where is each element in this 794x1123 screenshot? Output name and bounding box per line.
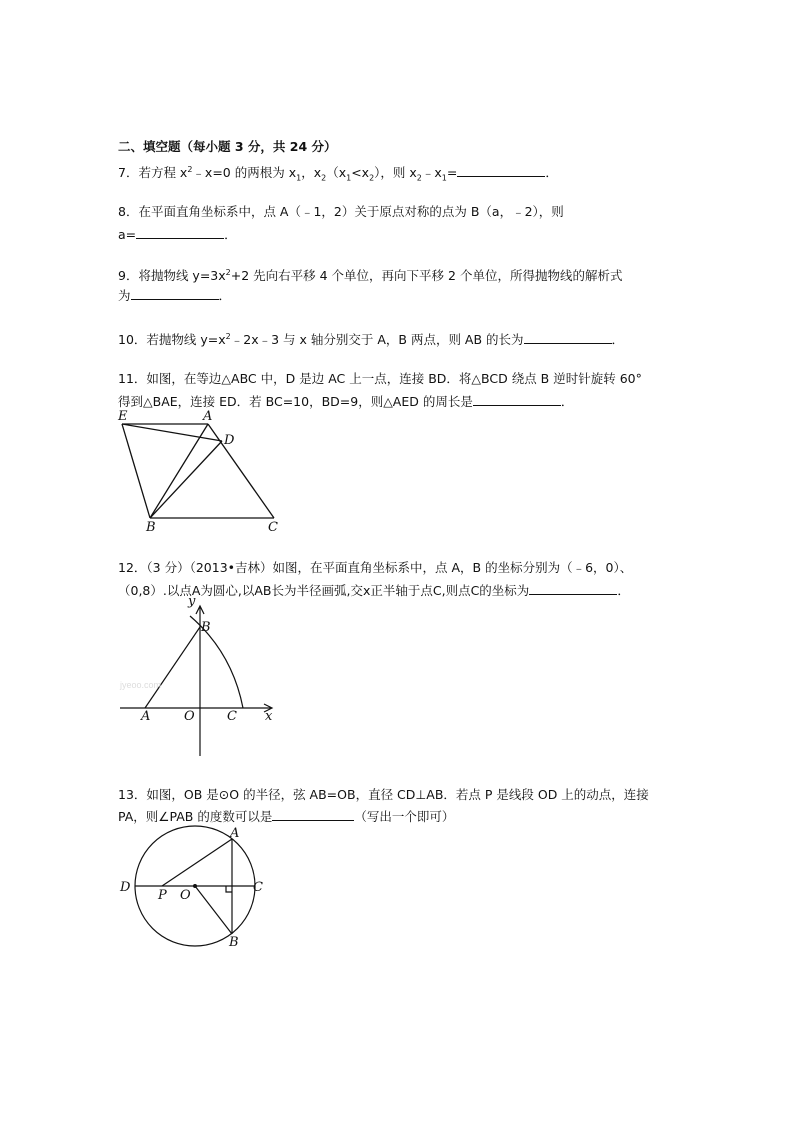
label-A: A bbox=[230, 826, 240, 841]
question-9-line2: 为 ． bbox=[118, 288, 232, 303]
label-B: B bbox=[201, 620, 211, 635]
label-y: y bbox=[188, 594, 196, 609]
question-13-line1: 13．如图，OB 是⊙O 的半径，弦 AB=OB，直径 CD⊥AB．若点 P 是线段 OD 上的动点，连接 bbox=[118, 787, 649, 802]
label-O: O bbox=[180, 888, 191, 903]
answer-blank-9[interactable] bbox=[131, 287, 219, 300]
answer-blank-10[interactable] bbox=[524, 331, 612, 344]
label-B: B bbox=[229, 935, 239, 950]
watermark: jyeoo.com bbox=[120, 680, 162, 690]
label-D: D bbox=[120, 880, 131, 895]
answer-blank-8[interactable] bbox=[136, 226, 224, 239]
label-x: x bbox=[265, 709, 273, 724]
center-point bbox=[193, 884, 197, 888]
label-O: O bbox=[184, 709, 195, 724]
label-B: B bbox=[146, 520, 156, 535]
label-C: C bbox=[227, 709, 237, 724]
answer-blank-7[interactable] bbox=[457, 164, 545, 177]
question-8-line2: a= ． bbox=[118, 227, 237, 242]
answer-blank-11[interactable] bbox=[473, 393, 561, 406]
answer-blank-12[interactable] bbox=[529, 582, 617, 595]
section-title: 二、填空题（每小题 3 分，共 24 分） bbox=[118, 139, 337, 154]
figure-q12-coordinate bbox=[110, 595, 290, 760]
question-11-line1: 11．如图，在等边△ABC 中，D 是边 AC 上一点，连接 BD．将△BCD 绕点 B 逆时针旋转 60° bbox=[118, 371, 642, 386]
question-12-line1: 12．（3 分）（2013•吉林）如图，在平面直角坐标系中，点 A，B 的坐标分别为（﹣6，0）、 bbox=[118, 560, 633, 575]
label-D: D bbox=[224, 433, 235, 448]
figure-q13-circle bbox=[110, 822, 270, 952]
question-13-line2: PA，则∠PAB 的度数可以是 （写出一个即可） bbox=[118, 809, 455, 824]
label-E: E bbox=[118, 409, 128, 424]
label-A: A bbox=[141, 709, 151, 724]
question-10: 10．若抛物线 $y=x^2﹣2x﹣3$ 与 x 轴分别交于 A，B 两点，则 AB 的长为 ． bbox=[118, 332, 625, 348]
question-8-line1: 8．在平面直角坐标系中，点 A（﹣1，2）关于原点对称的点为 B（a，﹣2），则 bbox=[118, 204, 564, 219]
figure-q11-rhombus bbox=[110, 405, 300, 535]
question-11-line2: 得到△BAE，连接 ED．若 BC=10，BD=9，则△AED 的周长是 ． bbox=[118, 394, 574, 409]
answer-blank-13[interactable] bbox=[272, 808, 354, 821]
label-A: A bbox=[203, 409, 213, 424]
label-C: C bbox=[268, 520, 278, 535]
label-C: C bbox=[253, 880, 263, 895]
question-9-line1: 9．将抛物线 $y=3x^2+2$ 先向右平移 4 个单位，再向下平移 2 个单位，所得抛物线的解析式 bbox=[118, 268, 623, 284]
question-12-line2: （0,8）.以点A为圆心,以AB长为半径画弧,交x正半轴于点C,则点C的坐标为 ． bbox=[118, 583, 630, 598]
label-P: P bbox=[158, 888, 167, 903]
question-7: 7．若方程 $x^2﹣x=0$ 的两根为 $x_1$，$x_2(x_1<x_2)$，则 $x_2﹣x_1=$ ． bbox=[118, 165, 558, 183]
